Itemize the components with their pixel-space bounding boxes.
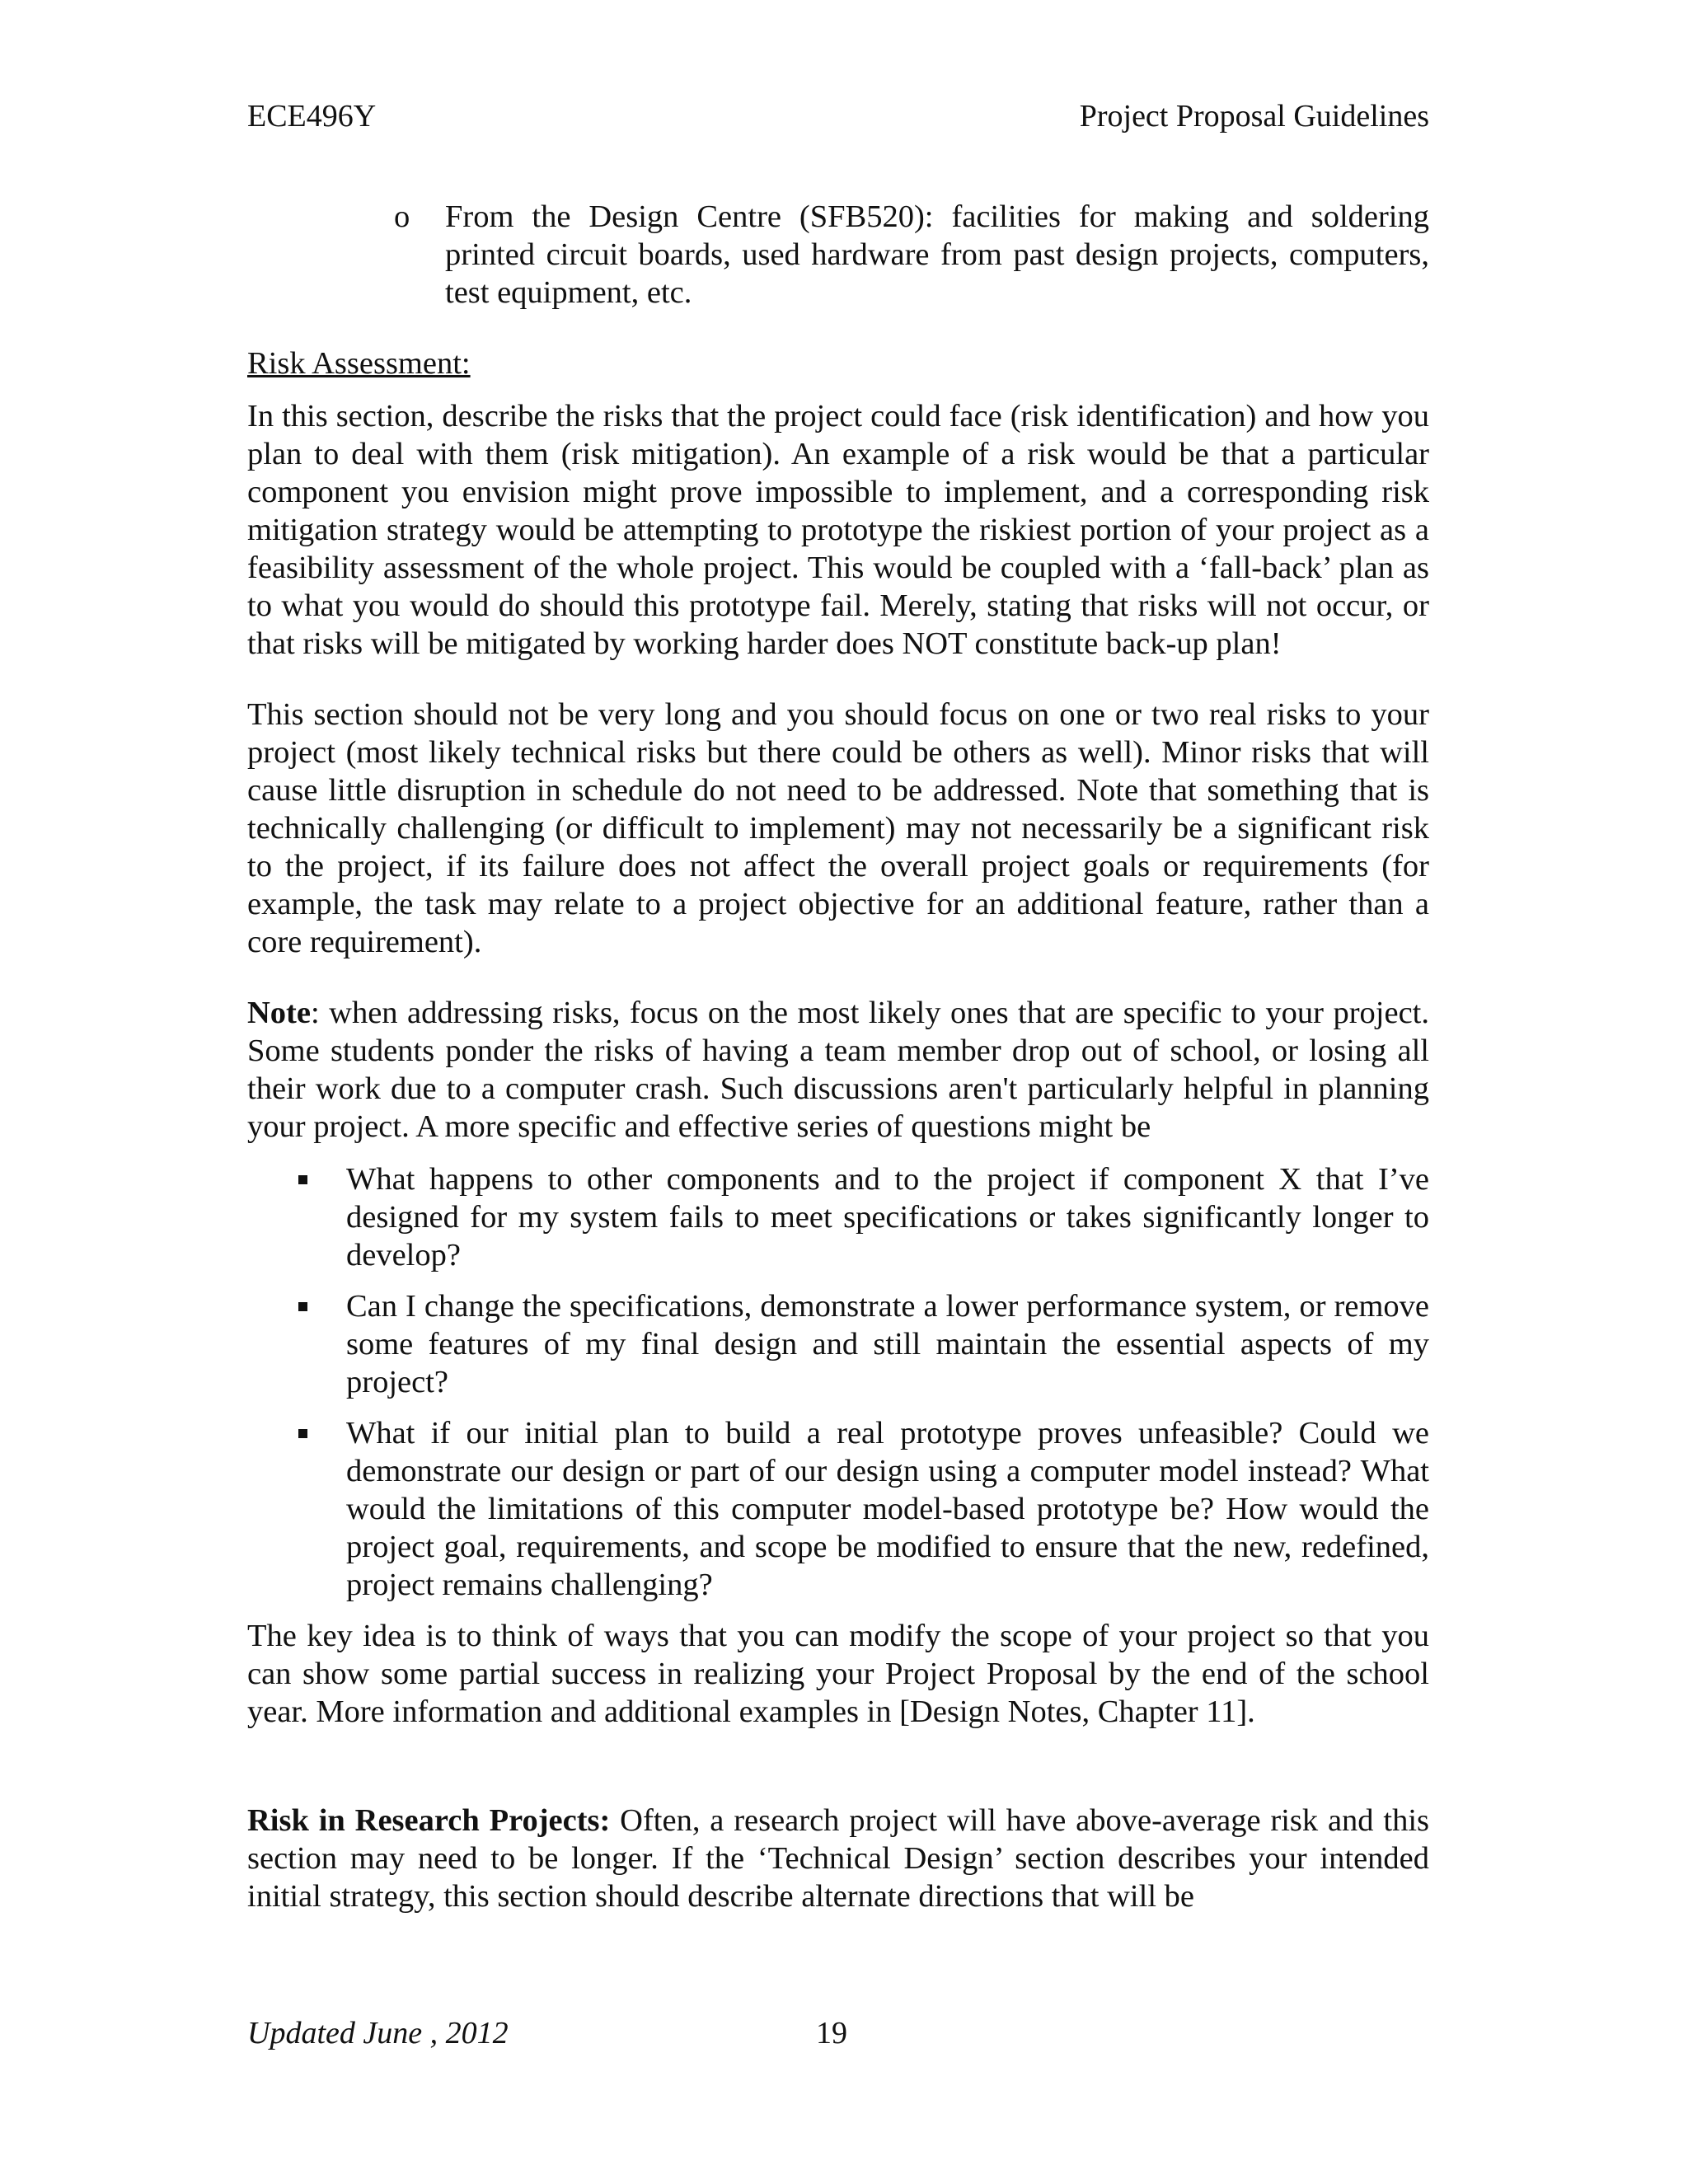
page-content [247,198,1429,1915]
header-document-title: Project Proposal Guidelines [1079,99,1429,134]
risk-paragraph-1: In this section, describe the risks that the project could face (risk identification) and how you plan to deal with them (risk mitigation). An example of a risk would be that a particular component you envision might prove impossible to implement, and a corresponding risk mitigation strategy would be attempting to prototype the riskiest portion of your project as a feasibility assessment of the whole project. This would be coupled with a ‘fall-back’ plan as to what you would do should this prototype fail. Merely, stating that risks will not occur, or that risks will be mitigated by working harder does NOT constitute back-up plan! [247,399,1429,661]
design-centre-text: From the Design Centre (SFB520): facilities for making and soldering printed circuit boards, used hardware from past design projects, computers, test equipment, etc. [445,199,1429,310]
research-risk-paragraph [247,1802,1429,1915]
risk-paragraph-3: The key idea is to think of ways that you can modify the scope of your project so that you can show some partial success in realizing your Project Proposal by the end of the school year. More information and additional examples in [Design Notes, Chapter 11]. [247,1619,1429,1729]
square-bullet-icon [298,1429,307,1438]
note-text: : when addressing risks, focus on the most likely ones that are specific to your project. Some students ponder the risks of having a team member drop out of school, or losing all their work due to a computer crash. Such discussions aren't particularly helpful in planning your project. A more specific and effective series of questions might be [247,996,1429,1144]
footer-page-number: 19 [816,2016,847,2050]
question-text-2: Can I change the specifications, demonstrate a lower performance system, or remove some features of my final design and still maintain the essential aspects of my project? [346,1289,1429,1399]
risk-assessment-heading: Risk Assessment: [247,346,471,381]
question-bullet-1 [247,1160,1429,1274]
research-risk-label: Risk in Research Projects: [247,1803,611,1838]
question-text-1: What happens to other components and to the project if component X that I’ve designed for my system fails to meet specifications or takes significantly longer to develop? [346,1162,1429,1272]
square-bullet-icon [298,1302,307,1311]
question-bullet-2 [247,1287,1429,1401]
question-text-3: What if our initial plan to build a real prototype proves unfeasible? Could we demonstrate our design or part of our design using a computer model instead? What would the limitations of this computer model-based prototype be? How would the project goal, requirements, and scope be modified to ensure that the new, redefined, project remains challenging? [346,1416,1429,1602]
footer-updated-date: Updated June , 2012 [247,2016,509,2050]
design-centre-bullet [247,198,1429,312]
risk-paragraph-2: This section should not be very long and you should focus on one or two real risks to your project (most likely technical risks but there could be others as well). Minor risks that will cause little disruption in schedule do not need to be addressed. Note that something that is technically challenging (or difficult to implement) may not necessarily be a significant risk to the project, if its failure does not affect the overall project goals or requirements (for example, the task may relate to a project objective for an additional feature, rather than a core requirement). [247,697,1429,959]
hollow-bullet-icon: o [394,199,410,234]
square-bullet-icon [298,1175,307,1184]
header-course-code: ECE496Y [247,99,377,134]
question-bullet-3 [247,1414,1429,1604]
risk-note-paragraph [247,994,1429,1146]
research-risk-text: Often, a research project will have above-average risk and this section may need to be longer. If the ‘Technical Design’ section describes your intended initial strategy, this section should describe alternate directions that will be [247,1803,1429,1914]
note-label: Note [247,996,311,1030]
